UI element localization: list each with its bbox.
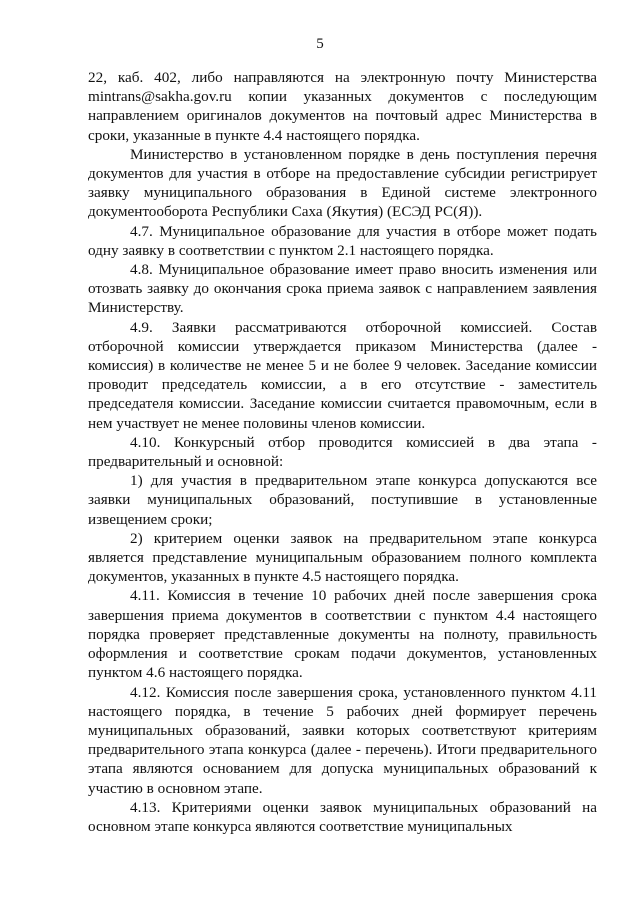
paragraph-4-7: 4.7. Муниципальное образование для участия в отборе может подать одну заявку в соответствии с пунктом 2.1 настоящего порядка.	[88, 222, 597, 259]
paragraph-registration: Министерство в установленном порядке в день поступления перечня документов для участия в отборе на предоставление субсидии регистрирует заявку муниципального образования в Единой системе электронного документооборота Республики Саха (Якутия) (ЕСЭД РС(Я)).	[88, 145, 597, 221]
document-body	[88, 68, 597, 836]
paragraph-4-11: 4.11. Комиссия в течение 10 рабочих дней после завершения срока завершения приема документов в соответствии с пунктом 4.4 настоящего порядка проверяет представленные документы на полноту, правильность оформления и соответствие срокам подачи документов, установленных пунктом 4.6 настоящего порядка.	[88, 587, 597, 682]
paragraph-4-8: 4.8. Муниципальное образование имеет право вносить изменения или отозвать заявку до окончания срока приема заявок с направлением заявления Министерству.	[88, 261, 597, 317]
paragraph-4-12: 4.12. Комиссия после завершения срока, установленного пунктом 4.11 настоящего порядка, в течение 5 рабочих дней формирует перечень муниципальных образований, заявки которых соответствуют критериям предварительного этапа конкурса (далее - перечень). Итоги предварительного этапа являются основанием для допуска муниципальных образований к участию в основном этапе.	[88, 683, 597, 797]
paragraph-4-10-item-2: 2) критерием оценки заявок на предварительном этапе конкурса является представление муниципальным образованием полного комплекта документов, указанных в пункте 4.5 настоящего порядка.	[88, 529, 597, 586]
paragraph-4-13: 4.13. Критериями оценки заявок муниципальных образований на основном этапе конкурса являются соответствие муниципальных	[88, 798, 597, 835]
paragraph-4-9: 4.9. Заявки рассматриваются отборочной комиссией. Состав отборочной комиссии утверждается приказом Министерства (далее - комиссия) в количестве не менее 5 и не более 9 человек. Заседание комиссии проводит председатель комиссии, а в его отсутствие - заместитель председателя комиссии. Заседание комиссии считается правомочным, если в нем участвует не менее половины членов комиссии.	[88, 318, 597, 432]
paragraph-4-10-item-1: 1) для участия в предварительном этапе конкурса допускаются все заявки муниципальных образований, поступившие в установленные извещением сроки;	[88, 472, 597, 528]
paragraph-4-10: 4.10. Конкурсный отбор проводится комиссией в два этапа - предварительный и основной:	[88, 433, 597, 471]
page-number: 5	[316, 36, 324, 52]
paragraph-continuation: 22, каб. 402, либо направляются на электронную почту Министерства mintrans@sakha.gov.ru копии указанных документов с последующим направлением оригиналов документов на почтовый адрес Министерства в сроки, указанные в пункте 4.4 настоящего порядка.	[88, 69, 597, 144]
